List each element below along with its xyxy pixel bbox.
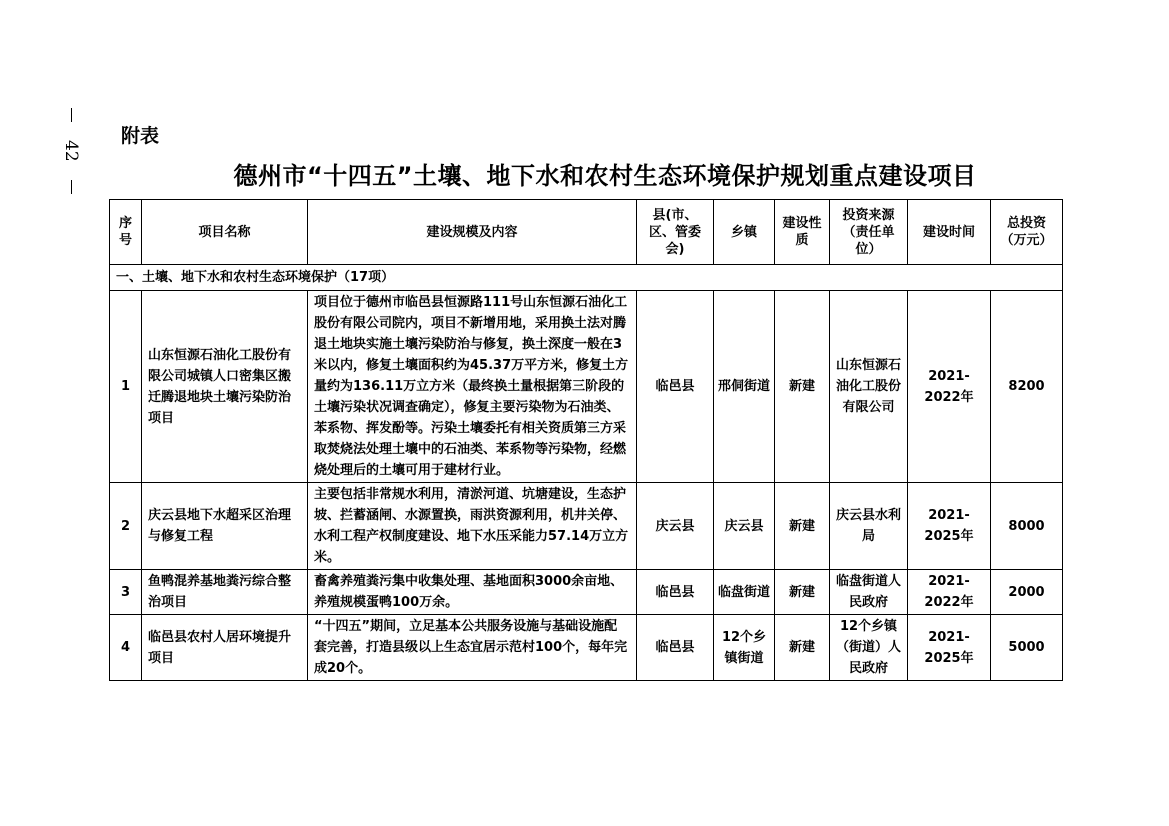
header-time: 建设时间 [908,200,991,265]
page-number [56,108,86,194]
header-no: 序号 [110,200,142,265]
cell-name: 鱼鸭混养基地粪污综合整治项目 [142,570,308,615]
cell-source: 临盘街道人民政府 [830,570,908,615]
cell-content: 畜禽养殖粪污集中收集处理、基地面积3000余亩地、养殖规模蛋鸭100万余。 [308,570,637,615]
cell-invest: 5000 [991,615,1063,681]
document-title: 德州市“十四五”土壤、地下水和农村生态环境保护规划重点建设项目 [233,162,977,190]
cell-content: 主要包括非常规水利用，清淤河道、坑塘建设，生态护坡、拦蓄涵闸、水源置换，雨洪资源利用，机井关停、水利工程产权制度建设、地下水压采能力57.14万立方米。 [308,483,637,570]
header-source: 投资来源（责任单位） [830,200,908,265]
cell-town: 邢侗街道 [714,291,775,483]
cell-invest: 8200 [991,291,1063,483]
cell-invest: 8000 [991,483,1063,570]
table-row [110,483,1063,570]
table-header-row [110,200,1063,265]
page-number-dash-top [71,108,72,122]
cell-source: 12个乡镇（街道）人民政府 [830,615,908,681]
cell-time: 2021-2025年 [908,615,991,681]
cell-time: 2021-2025年 [908,483,991,570]
cell-no: 1 [110,291,142,483]
cell-name: 庆云县地下水超采区治理与修复工程 [142,483,308,570]
table-row [110,615,1063,681]
cell-source: 庆云县水利局 [830,483,908,570]
cell-nature: 新建 [775,615,830,681]
cell-nature: 新建 [775,291,830,483]
cell-no: 2 [110,483,142,570]
cell-town: 庆云县 [714,483,775,570]
header-content: 建设规模及内容 [308,200,637,265]
cell-town: 12个乡镇街道 [714,615,775,681]
cell-source: 山东恒源石油化工股份有限公司 [830,291,908,483]
cell-no: 4 [110,615,142,681]
cell-time: 2021-2022年 [908,570,991,615]
cell-town: 临盘街道 [714,570,775,615]
table-row [110,291,1063,483]
projects-table [109,199,1063,681]
section-title: 一、土壤、地下水和农村生态环境保护（17项） [110,265,1063,291]
table-row [110,570,1063,615]
cell-nature: 新建 [775,570,830,615]
cell-name: 临邑县农村人居环境提升项目 [142,615,308,681]
appendix-label: 附表 [121,125,160,147]
page-number-value: 42 [61,140,81,162]
cell-county: 临邑县 [637,291,714,483]
cell-no: 3 [110,570,142,615]
cell-invest: 2000 [991,570,1063,615]
cell-county: 庆云县 [637,483,714,570]
header-invest: 总投资（万元） [991,200,1063,265]
header-name: 项目名称 [142,200,308,265]
header-town: 乡镇 [714,200,775,265]
cell-content: 项目位于德州市临邑县恒源路111号山东恒源石油化工股份有限公司院内，项目不新增用地，采用换土法对腾退土地块实施土壤污染防治与修复，换土深度一般在3米以内，修复土壤面积约为45.37万平方米，修复土方量约为136.11万立方米（最终换土量根据第三阶段的土壤污染状况调查确定），修复主要污染物为石油类、苯系物、挥发酚等。污染土壤委托有相关资质第三方采取焚烧法处理土壤中的石油类、苯系物等污染物，经燃烧处理后的土壤可用于建材行业。 [308,291,637,483]
cell-nature: 新建 [775,483,830,570]
section-row [110,265,1063,291]
page-number-dash-bottom [71,180,72,194]
cell-county: 临邑县 [637,570,714,615]
cell-county: 临邑县 [637,615,714,681]
header-county: 县(市、区、管委会) [637,200,714,265]
header-nature: 建设性质 [775,200,830,265]
cell-content: “十四五”期间，立足基本公共服务设施与基础设施配套完善，打造县级以上生态宜居示范村100个，每年完成20个。 [308,615,637,681]
cell-name: 山东恒源石油化工股份有限公司城镇人口密集区搬迁腾退地块土壤污染防治项目 [142,291,308,483]
cell-time: 2021-2022年 [908,291,991,483]
